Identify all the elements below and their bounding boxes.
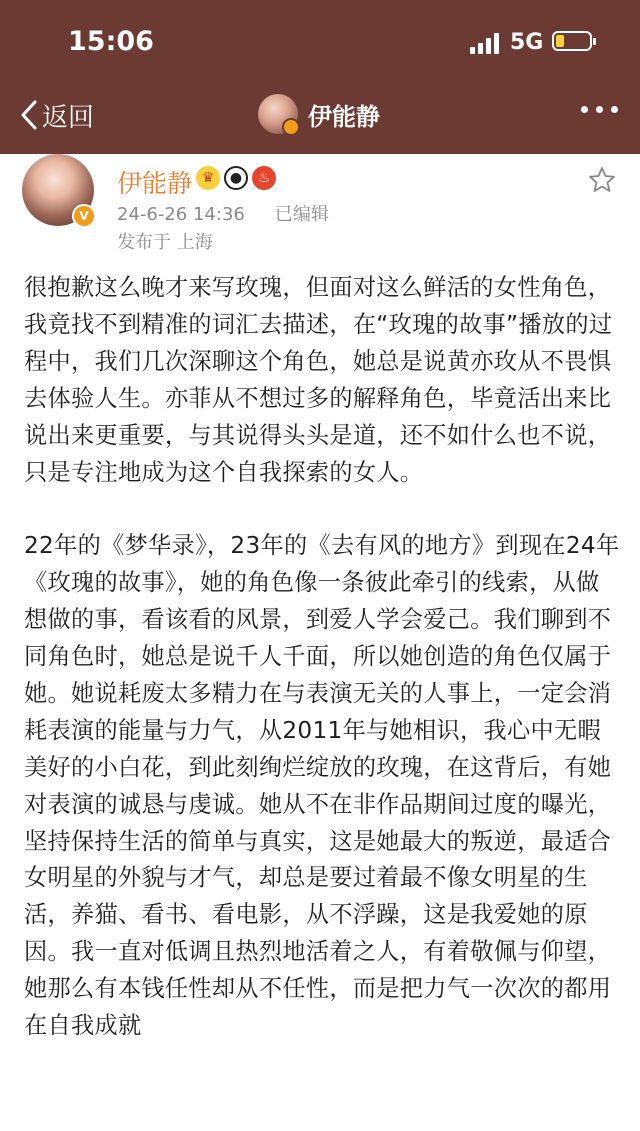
more-options-button[interactable] [581,106,618,113]
back-label: 返回 [42,102,95,133]
nav-profile[interactable] [258,94,380,134]
fire-badge-icon: ♨ [252,166,276,190]
star-icon[interactable] [588,166,616,194]
post-meta [117,200,329,226]
nav-bar [0,78,640,154]
post-paragraph: 22年的《梦华录》，23年的《去有风的地方》到现在24年《玫瑰的故事》，她的角色像一条彼此牵引的线索，从做想做的事，看该看的风景，到爱人学会爱己。我们聊到不同角色时，她总是说千人千面，所以她创造的角色仅属于她。她说耗废太多精力在与表演无关的人事上，一定会消耗表演的能量与力气，从2011年与她相识，我心中无暇美好的小白花，到此刻绚烂绽放的玫瑰，在这背后，有她对表演的诚恳与虔诚。她从不在非作品期间过度的曝光，坚持保持生活的简单与真实，这是她最大的叛逆，最适合女明星的外貌与才气，却总是要过着最不像女明星的生活，养猫、看书、看电影，从不浮躁，这是我爱她的原因。我一直对低调且热烈地活着之人，有着敬佩与仰望，她那么有本钱任性却从不任性，而是把力气一次次的都用在自我成就 [24,532,620,1040]
more-dot-icon [611,106,618,113]
battery-icon [552,31,592,51]
verified-icon: V [72,204,96,228]
more-dot-icon [596,106,603,113]
post-body [24,270,620,1082]
nav-title: 伊能静 [308,102,380,131]
user-badges [196,166,276,190]
edited-label[interactable]: 已编辑 [274,204,329,225]
post-paragraph: 很抱歉这么晚才来写玫瑰，但面对这么鲜活的女性角色，我竟找不到精准的词汇去描述，在“玫瑰的故事”播放的过程中，我们几次深聊这个角色，她总是说黄亦玫从不畏惧去体验人生。亦菲从不想过多的解释角色，毕竟活出来比说出来更重要，与其说得头头是道，还不如什么也不说，只是专注地成为这个自我探索的女人。 [24,274,613,486]
signal-icon [470,32,502,54]
network-type: 5G [510,30,544,55]
post-location: 发布于 上海 [117,232,213,253]
crown-badge-icon: ♛ [196,166,220,190]
verified-icon [282,118,300,136]
back-button[interactable] [18,96,94,134]
more-dot-icon [581,106,588,113]
status-time: 15:06 [68,26,154,57]
panda-badge-icon: ● [224,166,248,190]
avatar[interactable] [22,154,94,226]
username[interactable]: 伊能静 [117,169,193,198]
nav-avatar [258,94,298,134]
post-date: 24-6-26 14:36 [117,204,245,225]
status-bar [0,0,640,78]
chevron-left-icon [18,99,40,131]
